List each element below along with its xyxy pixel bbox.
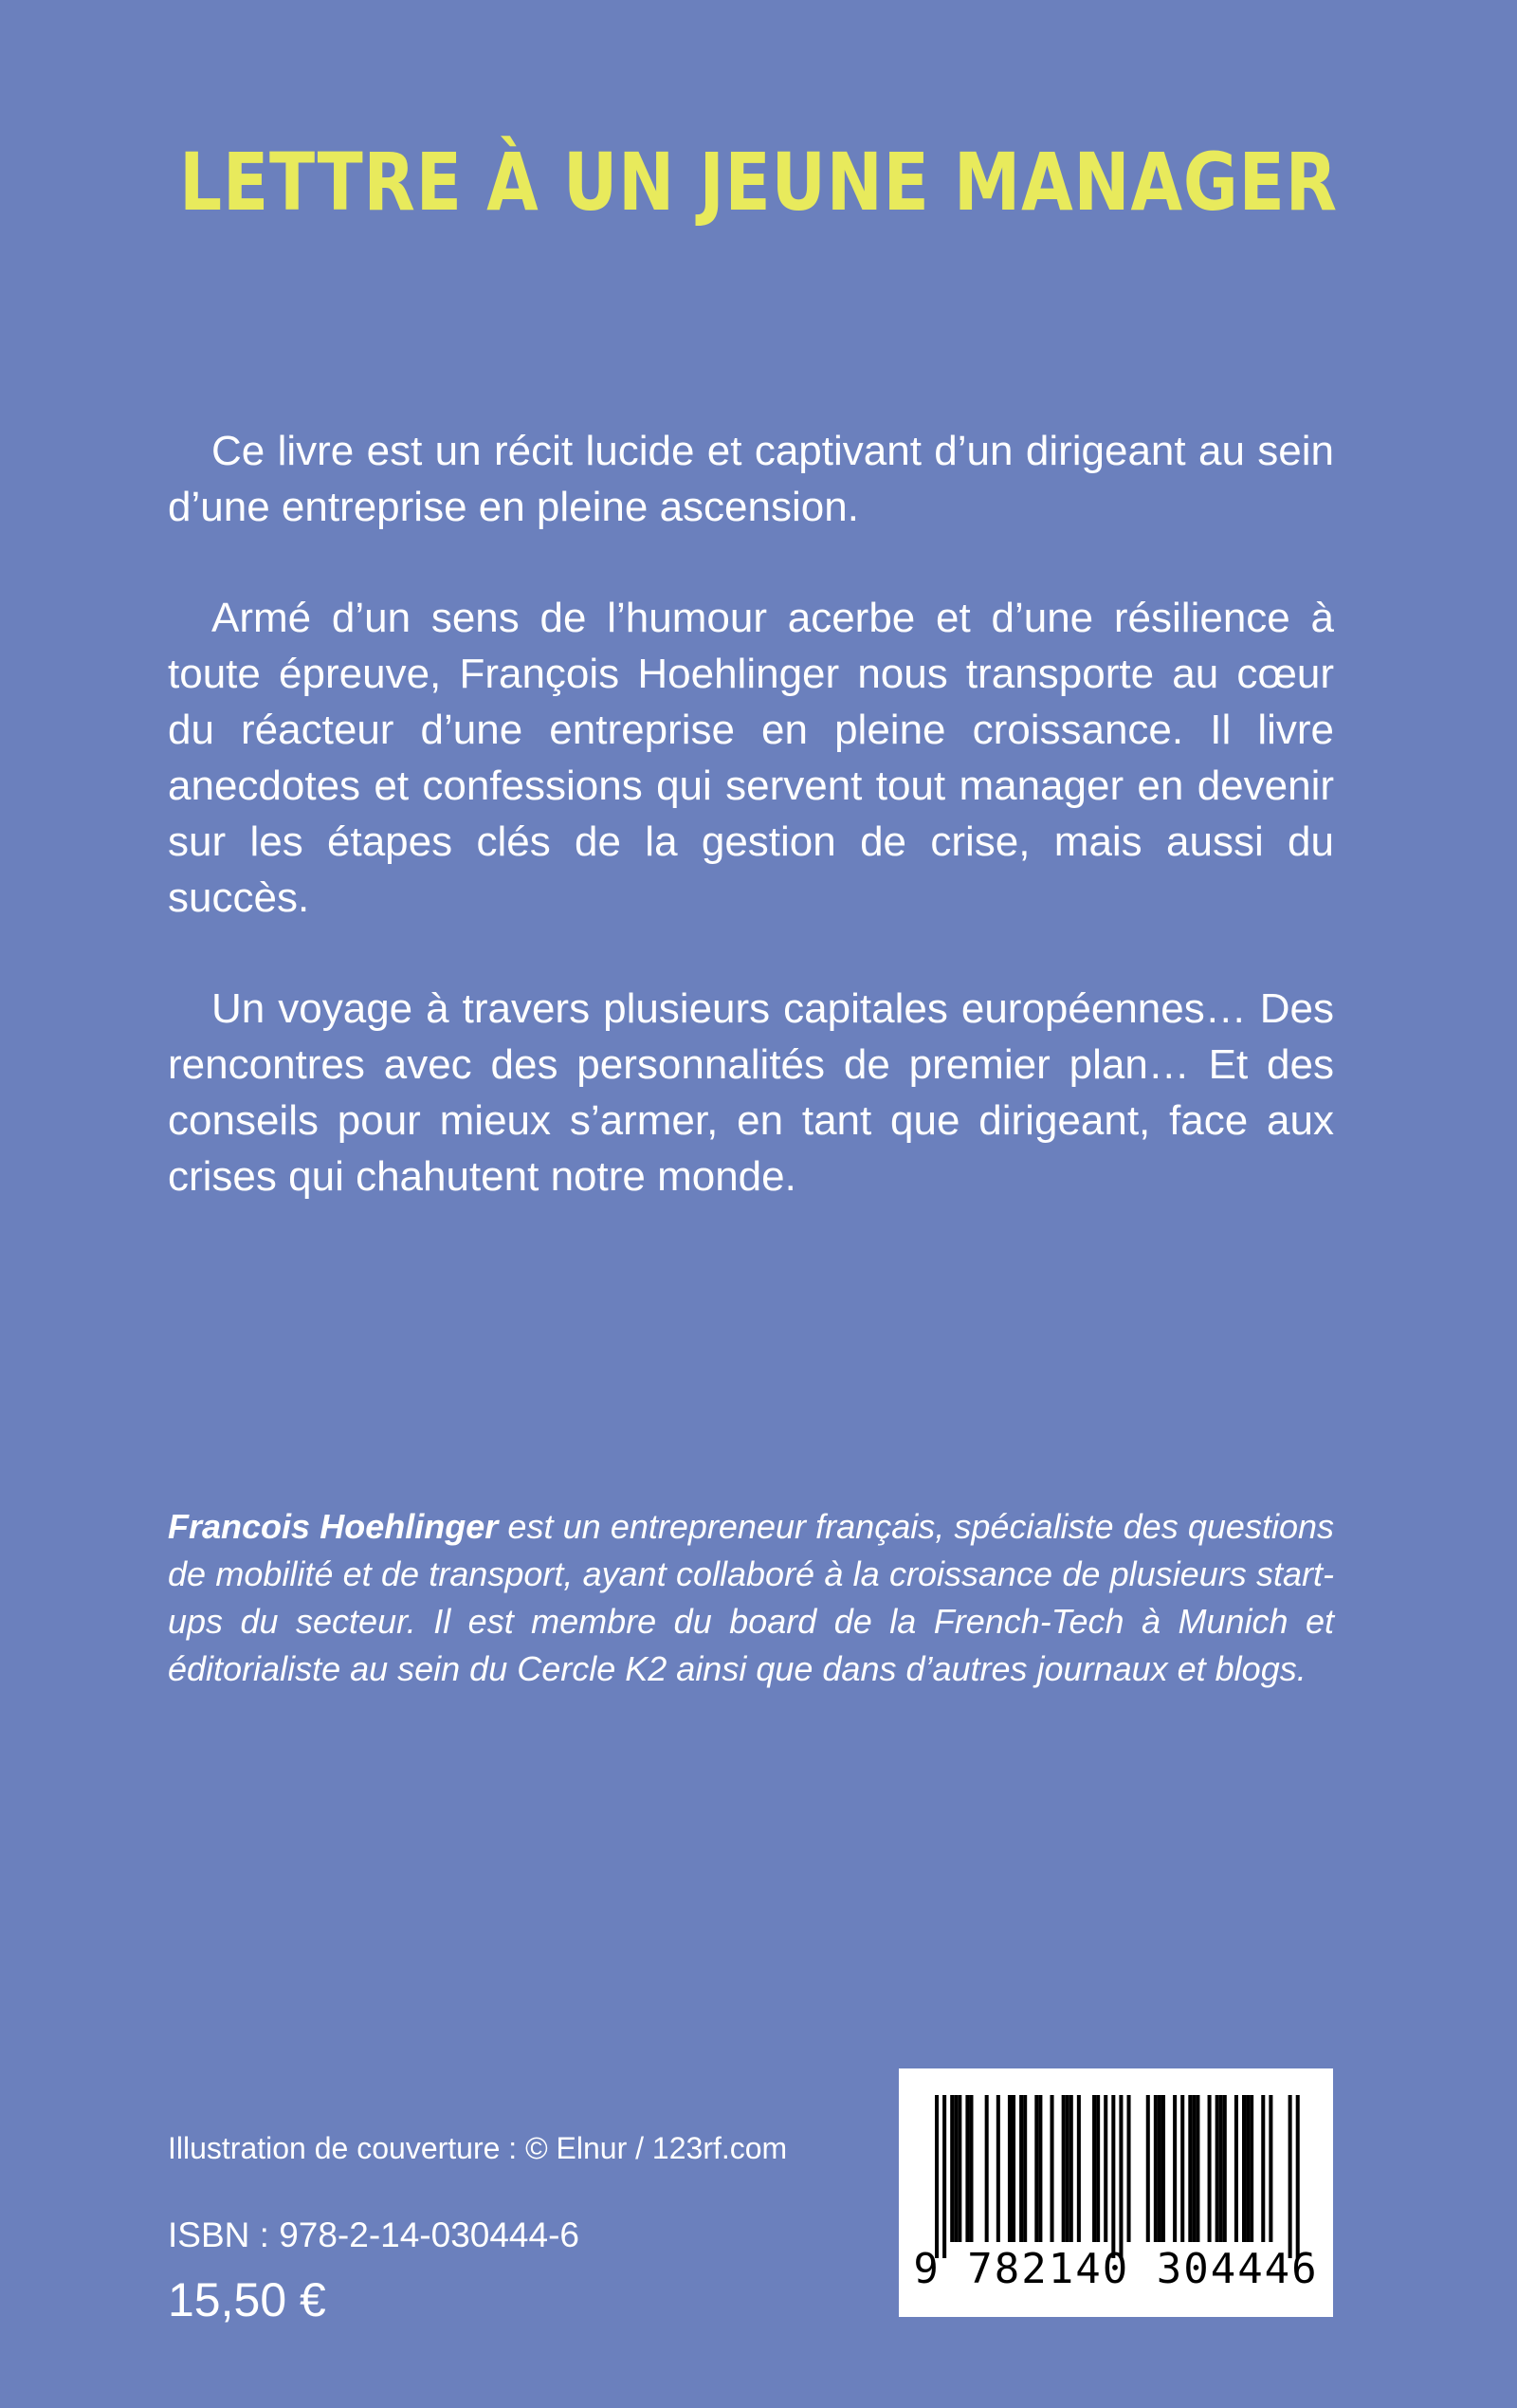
barcode-bar — [1192, 2095, 1196, 2242]
barcode-bar — [1119, 2095, 1123, 2258]
barcode-bar — [1242, 2095, 1246, 2242]
barcode-bar — [1196, 2095, 1199, 2242]
barcode-bar — [954, 2095, 958, 2242]
barcode-bar — [1208, 2095, 1212, 2242]
barcode-bar — [1246, 2095, 1250, 2242]
barcode-bar — [1261, 2095, 1265, 2242]
barcode-bar — [1158, 2095, 1161, 2242]
author-bio-text: est un entrepreneur français, spécialiste des questions de mobilité et de transport, ayant collaboré à la croissance de plusieurs start-ups du secteur. Il est membre du board de la French-Tech à Munich et éditorialiste au sein du Cercle K2 ainsi que dans d’autres journaux et blogs. — [168, 1507, 1334, 1688]
barcode-bar — [1051, 2095, 1054, 2242]
barcode-bar — [958, 2095, 961, 2242]
barcode-bar — [1188, 2095, 1192, 2242]
barcode-bar — [1180, 2095, 1184, 2242]
barcode-bar — [1250, 2095, 1253, 2242]
blurb-paragraph-1: Ce livre est un récit lucide et captivant d’un dirigeant au sein d’une entreprise en pleine ascension. — [168, 428, 1334, 530]
barcode-bar — [1161, 2095, 1165, 2242]
barcode-bar — [1173, 2095, 1177, 2242]
isbn: ISBN : 978-2-14-030444-6 — [168, 2215, 579, 2254]
barcode-bar — [969, 2095, 973, 2242]
barcode-bar — [985, 2095, 989, 2242]
barcode-bar — [1096, 2095, 1100, 2242]
barcode — [899, 2068, 1333, 2317]
barcode-bar — [1289, 2095, 1292, 2258]
book-title: LETTRE À UN JEUNE MANAGER — [179, 136, 1338, 229]
barcode-digits: 9 782140 304446 — [913, 2245, 1319, 2293]
barcode-bar — [1219, 2095, 1223, 2242]
barcode-bar — [1023, 2095, 1027, 2242]
barcode-bar — [1104, 2095, 1107, 2242]
barcode-bar — [1223, 2095, 1227, 2242]
barcode-bar — [1066, 2095, 1069, 2242]
barcode-bar — [1215, 2095, 1219, 2242]
barcode-bar — [1008, 2095, 1012, 2242]
barcode-bar — [1092, 2095, 1096, 2242]
barcode-bar — [950, 2095, 954, 2242]
barcode-bar — [1062, 2095, 1066, 2242]
barcode-bar — [1038, 2095, 1042, 2242]
barcode-bar — [1127, 2095, 1131, 2242]
barcode-bar — [1269, 2095, 1272, 2242]
barcode-bar — [942, 2095, 946, 2258]
blurb-paragraph-2: Armé d’un sens de l’humour acerbe et d’une résilience à toute épreuve, François Hoehlinger nous transporte au cœur du réacteur d’une entreprise en pleine croissance. Il livre anecdotes et confessions qui servent tout manager en devenir sur les étapes clés de la gestion de crise, mais aussi du succès. — [168, 595, 1334, 921]
barcode-bar — [1069, 2095, 1073, 2242]
barcode-bar — [1111, 2095, 1115, 2258]
barcode-bar — [996, 2095, 1000, 2242]
barcode-bar — [1019, 2095, 1023, 2242]
author-bio — [168, 1503, 1334, 1693]
blurb-paragraph-3: Un voyage à travers plusieurs capitales européennes… Des rencontres avec des personnalités de premier plan… Et des conseils pour mieux s’armer, en tant que dirigeant, face aux crises qui chahutent notre monde. — [168, 985, 1334, 1200]
barcode-bar — [1234, 2095, 1238, 2242]
barcode-bar — [1154, 2095, 1158, 2242]
author-name: Francois Hoehlinger — [168, 1507, 499, 1546]
illustration-credit: Illustration de couverture : © Elnur / 123rf.com — [168, 2131, 788, 2165]
price: 15,50 € — [168, 2273, 326, 2326]
barcode-bar — [1146, 2095, 1150, 2242]
book-blurb — [168, 423, 1334, 1259]
barcode-bar — [1296, 2095, 1300, 2258]
barcode-bar — [935, 2095, 939, 2258]
barcode-bar — [1012, 2095, 1015, 2242]
barcode-bar — [965, 2095, 969, 2242]
barcode-bar — [1077, 2095, 1081, 2242]
barcode-bar — [1034, 2095, 1038, 2242]
